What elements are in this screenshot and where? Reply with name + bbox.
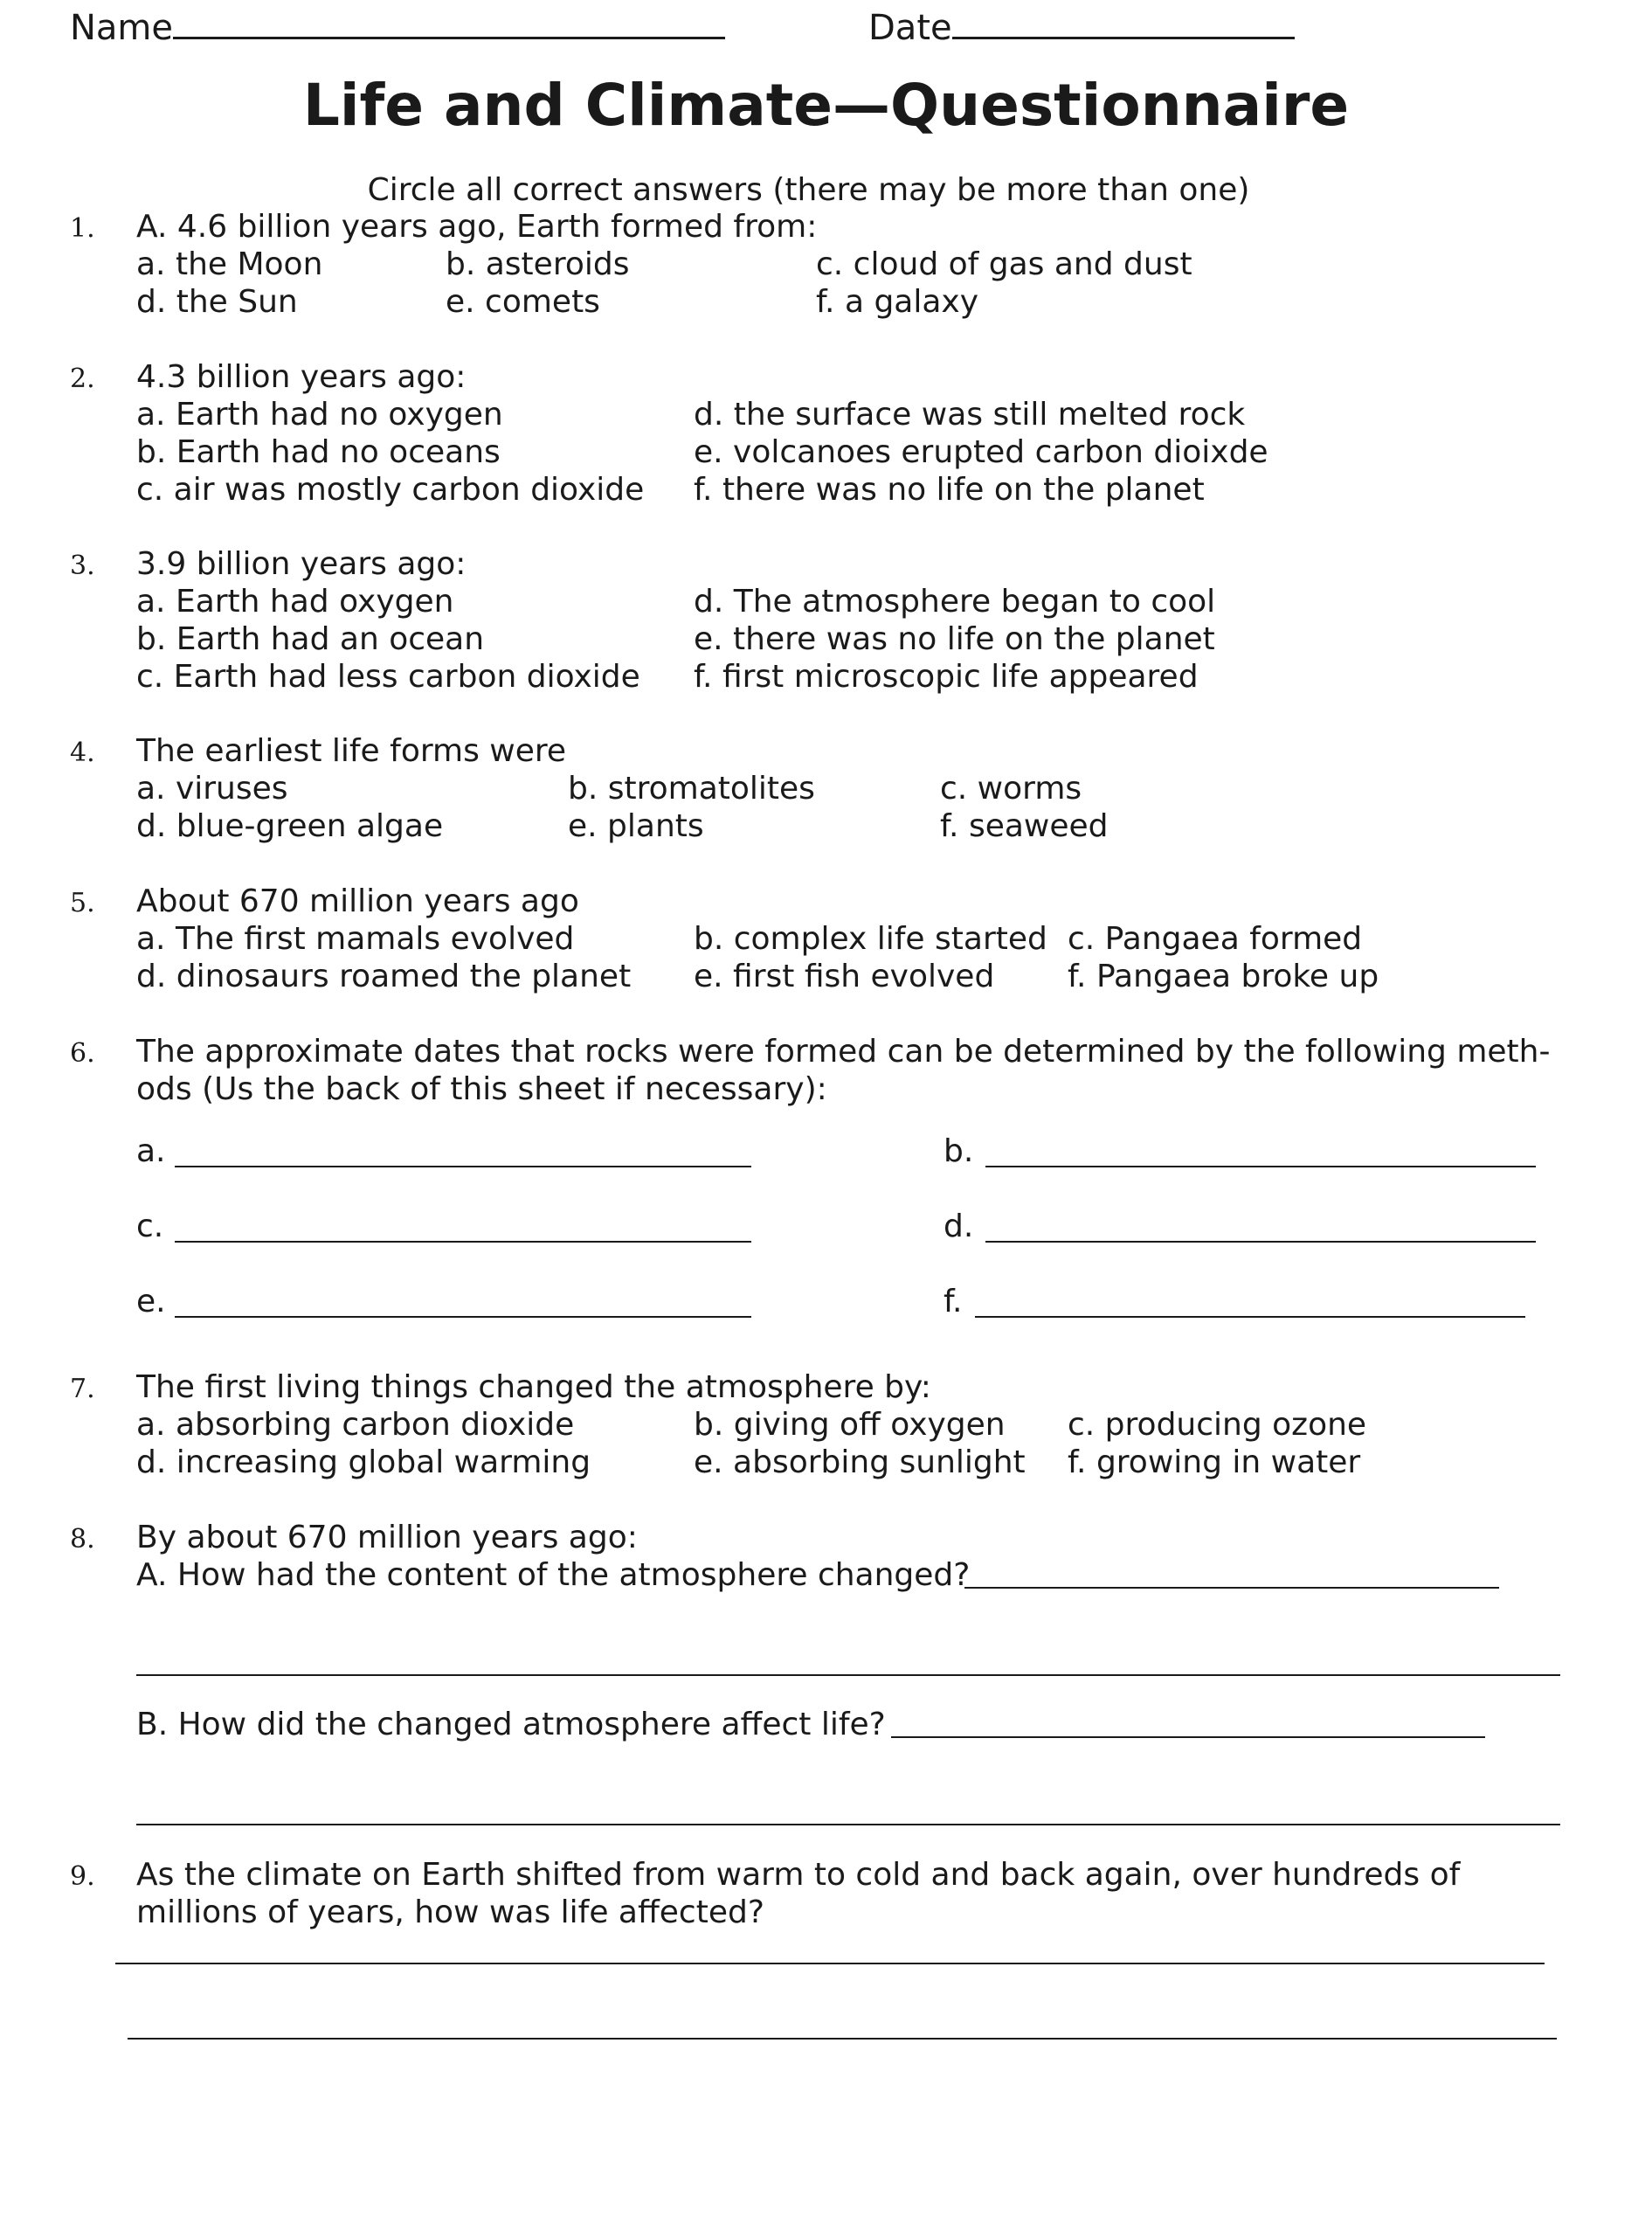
option[interactable]: e. volcanoes erupted carbon dioixde xyxy=(694,434,1268,470)
question-number: 5. xyxy=(70,888,95,918)
blank-label: c. xyxy=(136,1209,164,1244)
answer-line[interactable] xyxy=(985,1166,1536,1167)
question-number: 8. xyxy=(70,1524,95,1555)
option[interactable]: c. cloud of gas and dust xyxy=(816,246,1192,282)
answer-row xyxy=(136,1132,1586,1208)
question-part-b: B. How did the changed atmosphere affect life? xyxy=(136,1707,886,1742)
option[interactable]: d. the Sun xyxy=(136,284,298,320)
option[interactable]: e. plants xyxy=(568,808,704,844)
option[interactable]: f. a galaxy xyxy=(816,284,979,320)
question-number: 1. xyxy=(70,213,95,244)
answer-line[interactable] xyxy=(136,1674,1560,1676)
option[interactable]: d. The atmosphere began to cool xyxy=(694,584,1216,620)
answer-line[interactable] xyxy=(175,1316,751,1318)
question-text: The first living things changed the atmosphere by: xyxy=(136,1369,931,1405)
option[interactable]: f. first microscopic life appeared xyxy=(694,659,1199,695)
option[interactable]: e. absorbing sunlight xyxy=(694,1444,1026,1480)
option[interactable]: d. dinosaurs roamed the planet xyxy=(136,959,632,994)
option[interactable]: c. Pangaea formed xyxy=(1068,921,1363,957)
answer-line[interactable] xyxy=(975,1316,1525,1318)
option[interactable]: b. stromatolites xyxy=(568,771,815,807)
option[interactable]: d. the surface was still melted rock xyxy=(694,397,1246,433)
option[interactable]: d. increasing global warming xyxy=(136,1444,591,1480)
date-field[interactable] xyxy=(868,3,1295,52)
answer-row xyxy=(136,1283,1586,1358)
answer-line[interactable] xyxy=(964,1587,1499,1589)
date-label: Date xyxy=(868,8,952,48)
option[interactable]: e. comets xyxy=(446,284,600,320)
option[interactable]: f. seaweed xyxy=(940,808,1109,844)
question-number: 9. xyxy=(70,1861,95,1892)
option[interactable]: f. there was no life on the planet xyxy=(694,472,1205,508)
option[interactable]: a. absorbing carbon dioxide xyxy=(136,1407,575,1443)
answer-line[interactable] xyxy=(136,1824,1560,1825)
question-text: A. 4.6 billion years ago, Earth formed from: xyxy=(136,209,818,245)
answer-line[interactable] xyxy=(175,1241,751,1243)
question-text: By about 670 million years ago: xyxy=(136,1520,638,1555)
answer-line[interactable] xyxy=(128,2038,1557,2040)
question-text: As the climate on Earth shifted from warm to cold and back again, over hundreds of millions of years, how was life affected? xyxy=(136,1857,1461,1930)
answer-row xyxy=(136,1208,1586,1283)
option[interactable]: b. complex life started xyxy=(694,921,1047,957)
question-number: 2. xyxy=(70,364,95,394)
answer-line[interactable] xyxy=(115,1963,1545,1964)
question-part-a: A. How had the content of the atmosphere changed? xyxy=(136,1557,971,1593)
name-field[interactable] xyxy=(70,3,725,52)
question-text: 3.9 billion years ago: xyxy=(136,546,467,582)
option[interactable]: c. Earth had less carbon dioxide xyxy=(136,659,640,695)
question-number: 4. xyxy=(70,738,95,768)
option[interactable]: a. The first mamals evolved xyxy=(136,921,575,957)
answer-line[interactable] xyxy=(891,1736,1485,1738)
option[interactable]: a. the Moon xyxy=(136,246,323,282)
name-label: Name xyxy=(70,8,174,48)
page-title: Life and Climate—Questionnaire xyxy=(302,72,1350,139)
instructions: Circle all correct answers (there may be more than one) xyxy=(367,172,1250,208)
option[interactable]: c. producing ozone xyxy=(1068,1407,1367,1443)
option[interactable]: a. viruses xyxy=(136,771,288,807)
blank-label: b. xyxy=(944,1133,974,1169)
question-text: The earliest life forms were xyxy=(136,733,567,769)
name-blank[interactable] xyxy=(173,3,725,39)
option[interactable]: b. giving off oxygen xyxy=(694,1407,1006,1443)
option[interactable]: f. growing in water xyxy=(1068,1444,1361,1480)
question-number: 3. xyxy=(70,551,95,581)
option[interactable]: b. Earth had no oceans xyxy=(136,434,501,470)
option[interactable]: f. Pangaea broke up xyxy=(1068,959,1379,994)
option[interactable]: e. there was no life on the planet xyxy=(694,621,1215,657)
question-text: 4.3 billion years ago: xyxy=(136,359,467,395)
question-number: 7. xyxy=(70,1374,95,1404)
option[interactable]: d. blue-green algae xyxy=(136,808,444,844)
option[interactable]: b. Earth had an ocean xyxy=(136,621,485,657)
question-number: 6. xyxy=(70,1038,95,1069)
answer-line[interactable] xyxy=(175,1166,751,1167)
blank-label: f. xyxy=(944,1284,963,1319)
option[interactable]: a. Earth had oxygen xyxy=(136,584,454,620)
date-blank[interactable] xyxy=(952,3,1295,39)
answer-line[interactable] xyxy=(985,1241,1536,1243)
blank-label: d. xyxy=(944,1209,974,1244)
option[interactable]: b. asteroids xyxy=(446,246,630,282)
blank-label: a. xyxy=(136,1133,166,1169)
option[interactable]: c. air was mostly carbon dioxide xyxy=(136,472,645,508)
option[interactable]: e. first fish evolved xyxy=(694,959,995,994)
question-text: About 670 million years ago xyxy=(136,883,579,919)
blank-label: e. xyxy=(136,1284,166,1319)
question-text: The approximate dates that rocks were formed can be determined by the following meth-ods (Us the back of this sheet if necessary): xyxy=(136,1034,1551,1107)
option[interactable]: a. Earth had no oxygen xyxy=(136,397,503,433)
option[interactable]: c. worms xyxy=(940,771,1082,807)
